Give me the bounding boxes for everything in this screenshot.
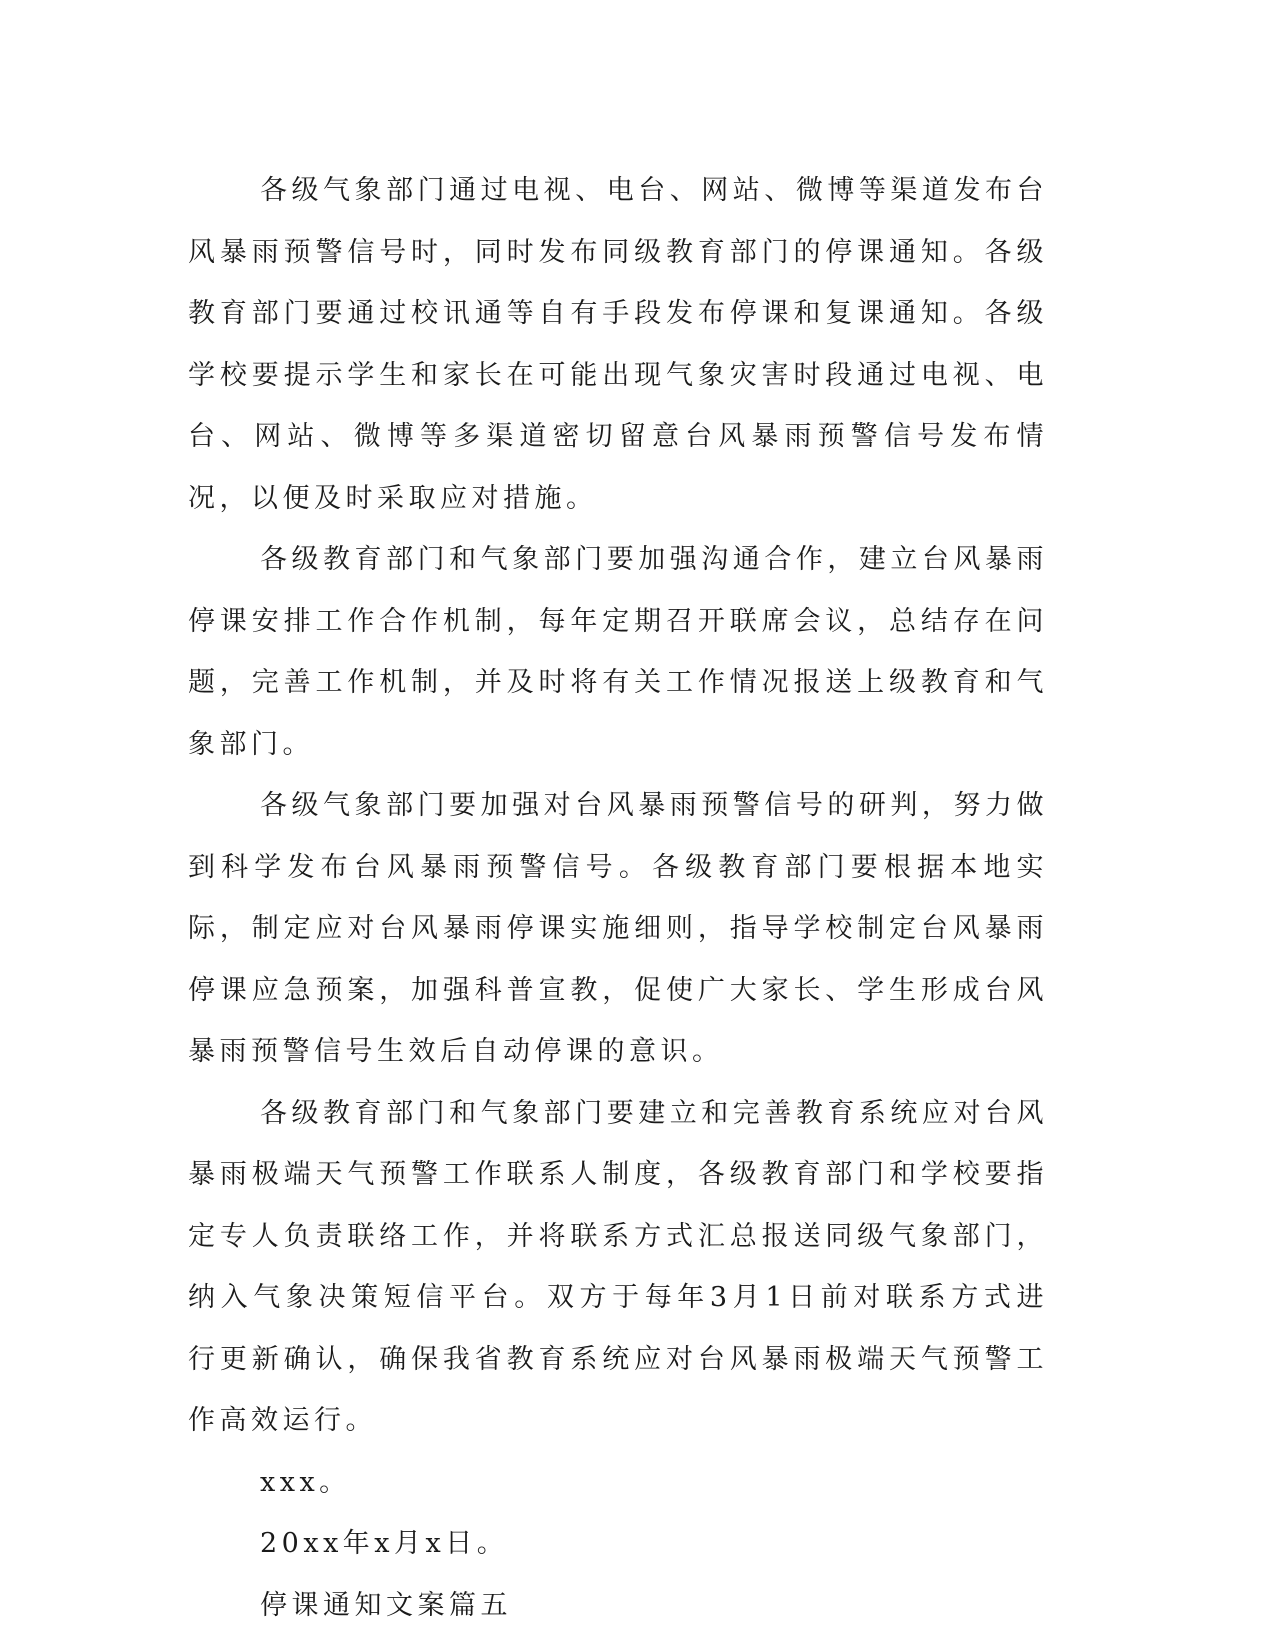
document-body bbox=[188, 160, 1048, 1636]
paragraph-warning-judgement: 各级气象部门要加强对台风暴雨预警信号的研判，努力做到科学发布台风暴雨预警信号。各级教育部门要根据本地实际，制定应对台风暴雨停课实施细则，指导学校制定台风暴雨停课应急预案，加强科普宣教，促使广大家长、学生形成台风暴雨预警信号生效后自动停课的意识。 bbox=[188, 790, 1048, 1067]
signature: xxx。 bbox=[260, 1466, 351, 1498]
paragraph-contact-system: 各级教育部门和气象部门要建立和完善教育系统应对台风暴雨极端天气预警工作联系人制度，各级教育部门和学校要指定专人负责联络工作，并将联系方式汇总报送同级气象部门，纳入气象决策短信平台。双方于每年3月1日前对联系方式进行更新确认，确保我省教育系统应对台风暴雨极端天气预警工作高效运行。 bbox=[188, 1097, 1048, 1436]
section-heading: 停课通知文案篇五 bbox=[260, 1589, 512, 1621]
date-line: 20xx年x月x日。 bbox=[260, 1528, 509, 1559]
paragraph-weather-release: 各级气象部门通过电视、电台、网站、微博等渠道发布台风暴雨预警信号时，同时发布同级教育部门的停课通知。各级教育部门要通过校讯通等自有手段发布停课和复课通知。各级学校要提示学生和家长在可能出现气象灾害时段通过电视、电台、网站、微博等多渠道密切留意台风暴雨预警信号发布情况，以便及时采取应对措施。 bbox=[188, 175, 1048, 514]
paragraph-cooperation: 各级教育部门和气象部门要加强沟通合作，建立台风暴雨停课安排工作合作机制，每年定期召开联席会议，总结存在问题，完善工作机制，并及时将有关工作情况报送上级教育和气象部门。 bbox=[188, 544, 1048, 760]
